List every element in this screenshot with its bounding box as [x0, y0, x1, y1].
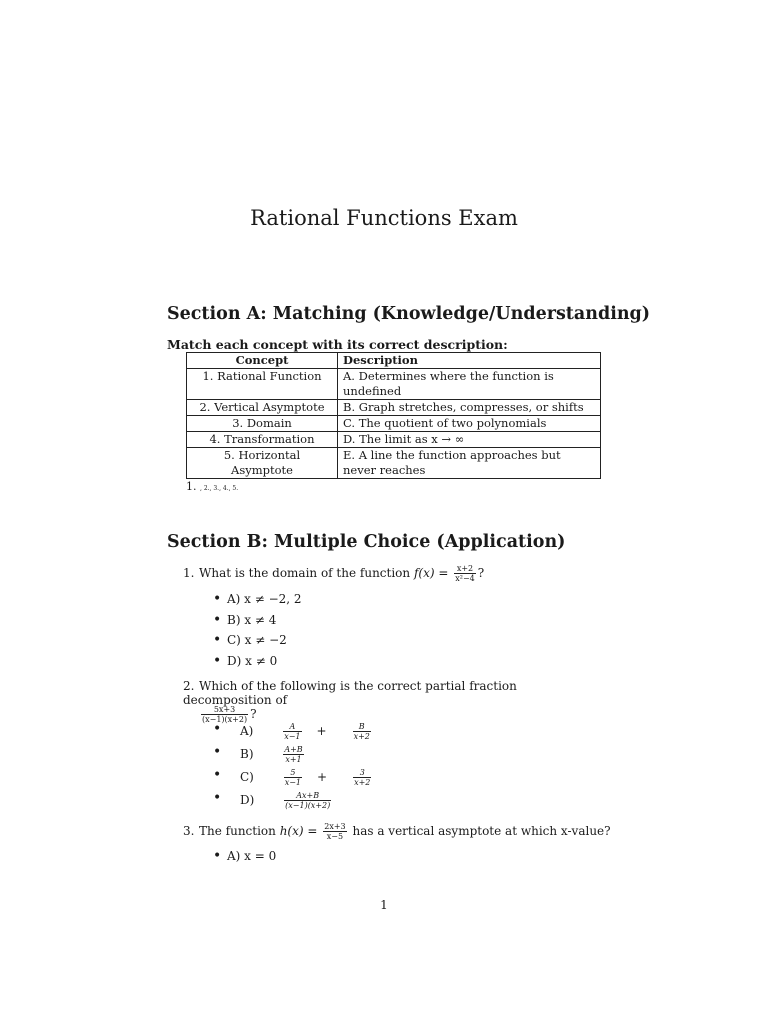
- list-item: [214, 633, 302, 654]
- description-cell: C. The quotient of two polynomials: [338, 416, 601, 432]
- fraction: [340, 768, 371, 787]
- denominator: (x−1)(x+2): [285, 801, 331, 810]
- option-a: A) x ≠ −2, 2: [227, 592, 302, 606]
- options-q2: [214, 722, 373, 814]
- question-2: [183, 679, 603, 724]
- list-item: [214, 745, 373, 768]
- numerator: 2x+3: [324, 822, 346, 831]
- fraction: [454, 564, 476, 583]
- concept-cell: 3. Domain: [187, 416, 338, 432]
- list-item: [214, 768, 373, 791]
- table-row: [187, 432, 601, 448]
- question-suffix: ?: [250, 707, 257, 721]
- list-item: [214, 722, 373, 745]
- denominator: x+2: [354, 778, 371, 787]
- operator: +: [316, 724, 327, 738]
- question-number: 3.: [183, 824, 195, 838]
- table-row: [187, 416, 601, 432]
- header-description: Description: [338, 353, 601, 369]
- option-d: [227, 791, 333, 810]
- table-header-row: [187, 353, 601, 369]
- page-title: Rational Functions Exam: [250, 206, 518, 230]
- concept-cell: 4. Transformation: [187, 432, 338, 448]
- fraction: [340, 722, 371, 741]
- question-3: [183, 822, 611, 841]
- header-concept: Concept: [187, 353, 338, 369]
- option-label: B): [240, 747, 254, 761]
- answer-first: 1.: [186, 480, 197, 493]
- question-suffix: ?: [477, 566, 485, 580]
- matching-table: [186, 352, 601, 479]
- question-text: The function: [199, 824, 280, 838]
- table-row: [187, 448, 601, 479]
- answer-line: [186, 480, 238, 493]
- description-cell: D. The limit as x → ∞: [338, 432, 601, 448]
- option-a: [227, 722, 373, 741]
- option-c: C) x ≠ −2: [227, 633, 287, 648]
- list-item: [214, 613, 302, 634]
- option-d: D) x ≠ 0: [227, 653, 278, 668]
- option-a: A) x = 0: [227, 849, 277, 863]
- denominator: (x−1)(x+2): [202, 715, 248, 724]
- table-row: [187, 400, 601, 416]
- description-cell: A. Determines where the function is undefined: [338, 369, 601, 400]
- list-item: [214, 654, 302, 675]
- concept-cell: 1. Rational Function: [187, 369, 338, 400]
- denominator: x−1: [284, 732, 301, 741]
- options-q1: [214, 592, 302, 674]
- matching-instruction: Match each concept with its correct description:: [167, 337, 508, 352]
- denominator: x−1: [284, 778, 302, 787]
- options-q3: [214, 849, 276, 870]
- numerator: 5x+3: [201, 705, 248, 715]
- numerator: Ax+B: [284, 791, 331, 801]
- denominator: x+1: [285, 755, 302, 764]
- list-item: [214, 592, 302, 613]
- page-number: 1: [380, 898, 388, 912]
- list-item: [214, 849, 276, 870]
- numerator: 3: [353, 768, 371, 778]
- option-c: [227, 768, 373, 787]
- numerator: 5: [284, 768, 302, 778]
- numerator: A+B: [284, 745, 303, 754]
- numerator: B: [353, 722, 371, 732]
- question-number: 2.: [183, 679, 195, 693]
- numerator: A: [283, 722, 301, 732]
- list-item: [214, 791, 373, 814]
- denominator: x−5: [326, 832, 344, 841]
- denominator: x+2: [353, 732, 370, 741]
- question-text: What is the domain of the function: [199, 566, 414, 580]
- operator: +: [317, 770, 328, 784]
- answer-rest: , 2., 3., 4., 5.: [200, 485, 239, 492]
- concept-cell: 5. Horizontal Asymptote: [187, 448, 338, 479]
- fraction: [271, 768, 302, 787]
- denominator: x²−4: [455, 574, 475, 583]
- question-suffix: has a vertical asymptote at which x-value?: [348, 824, 611, 838]
- section-a-heading: Section A: Matching (Knowledge/Understanding): [167, 304, 651, 324]
- option-b: [227, 745, 306, 764]
- section-b-heading: Section B: Multiple Choice (Application): [167, 532, 566, 552]
- question-1: [183, 564, 484, 583]
- function-name: h(x) =: [279, 824, 322, 838]
- option-label: C): [240, 770, 254, 784]
- option-label: D): [240, 793, 255, 807]
- option-label: A): [240, 724, 254, 738]
- fraction: [323, 822, 346, 841]
- fraction: [271, 791, 331, 810]
- option-b: B) x ≠ 4: [227, 612, 277, 627]
- question-text: Which of the following is the correct partial fraction decomposition of: [183, 679, 517, 707]
- question-number: 1.: [183, 566, 195, 580]
- fraction: [270, 722, 301, 741]
- description-cell: B. Graph stretches, compresses, or shifts: [338, 400, 601, 416]
- fraction: [270, 745, 303, 764]
- function-name: f(x) =: [413, 566, 453, 580]
- numerator: x+2: [454, 564, 476, 574]
- concept-cell: 2. Vertical Asymptote: [187, 400, 338, 416]
- description-cell: E. A line the function approaches but never reaches: [338, 448, 601, 479]
- table-row: [187, 369, 601, 400]
